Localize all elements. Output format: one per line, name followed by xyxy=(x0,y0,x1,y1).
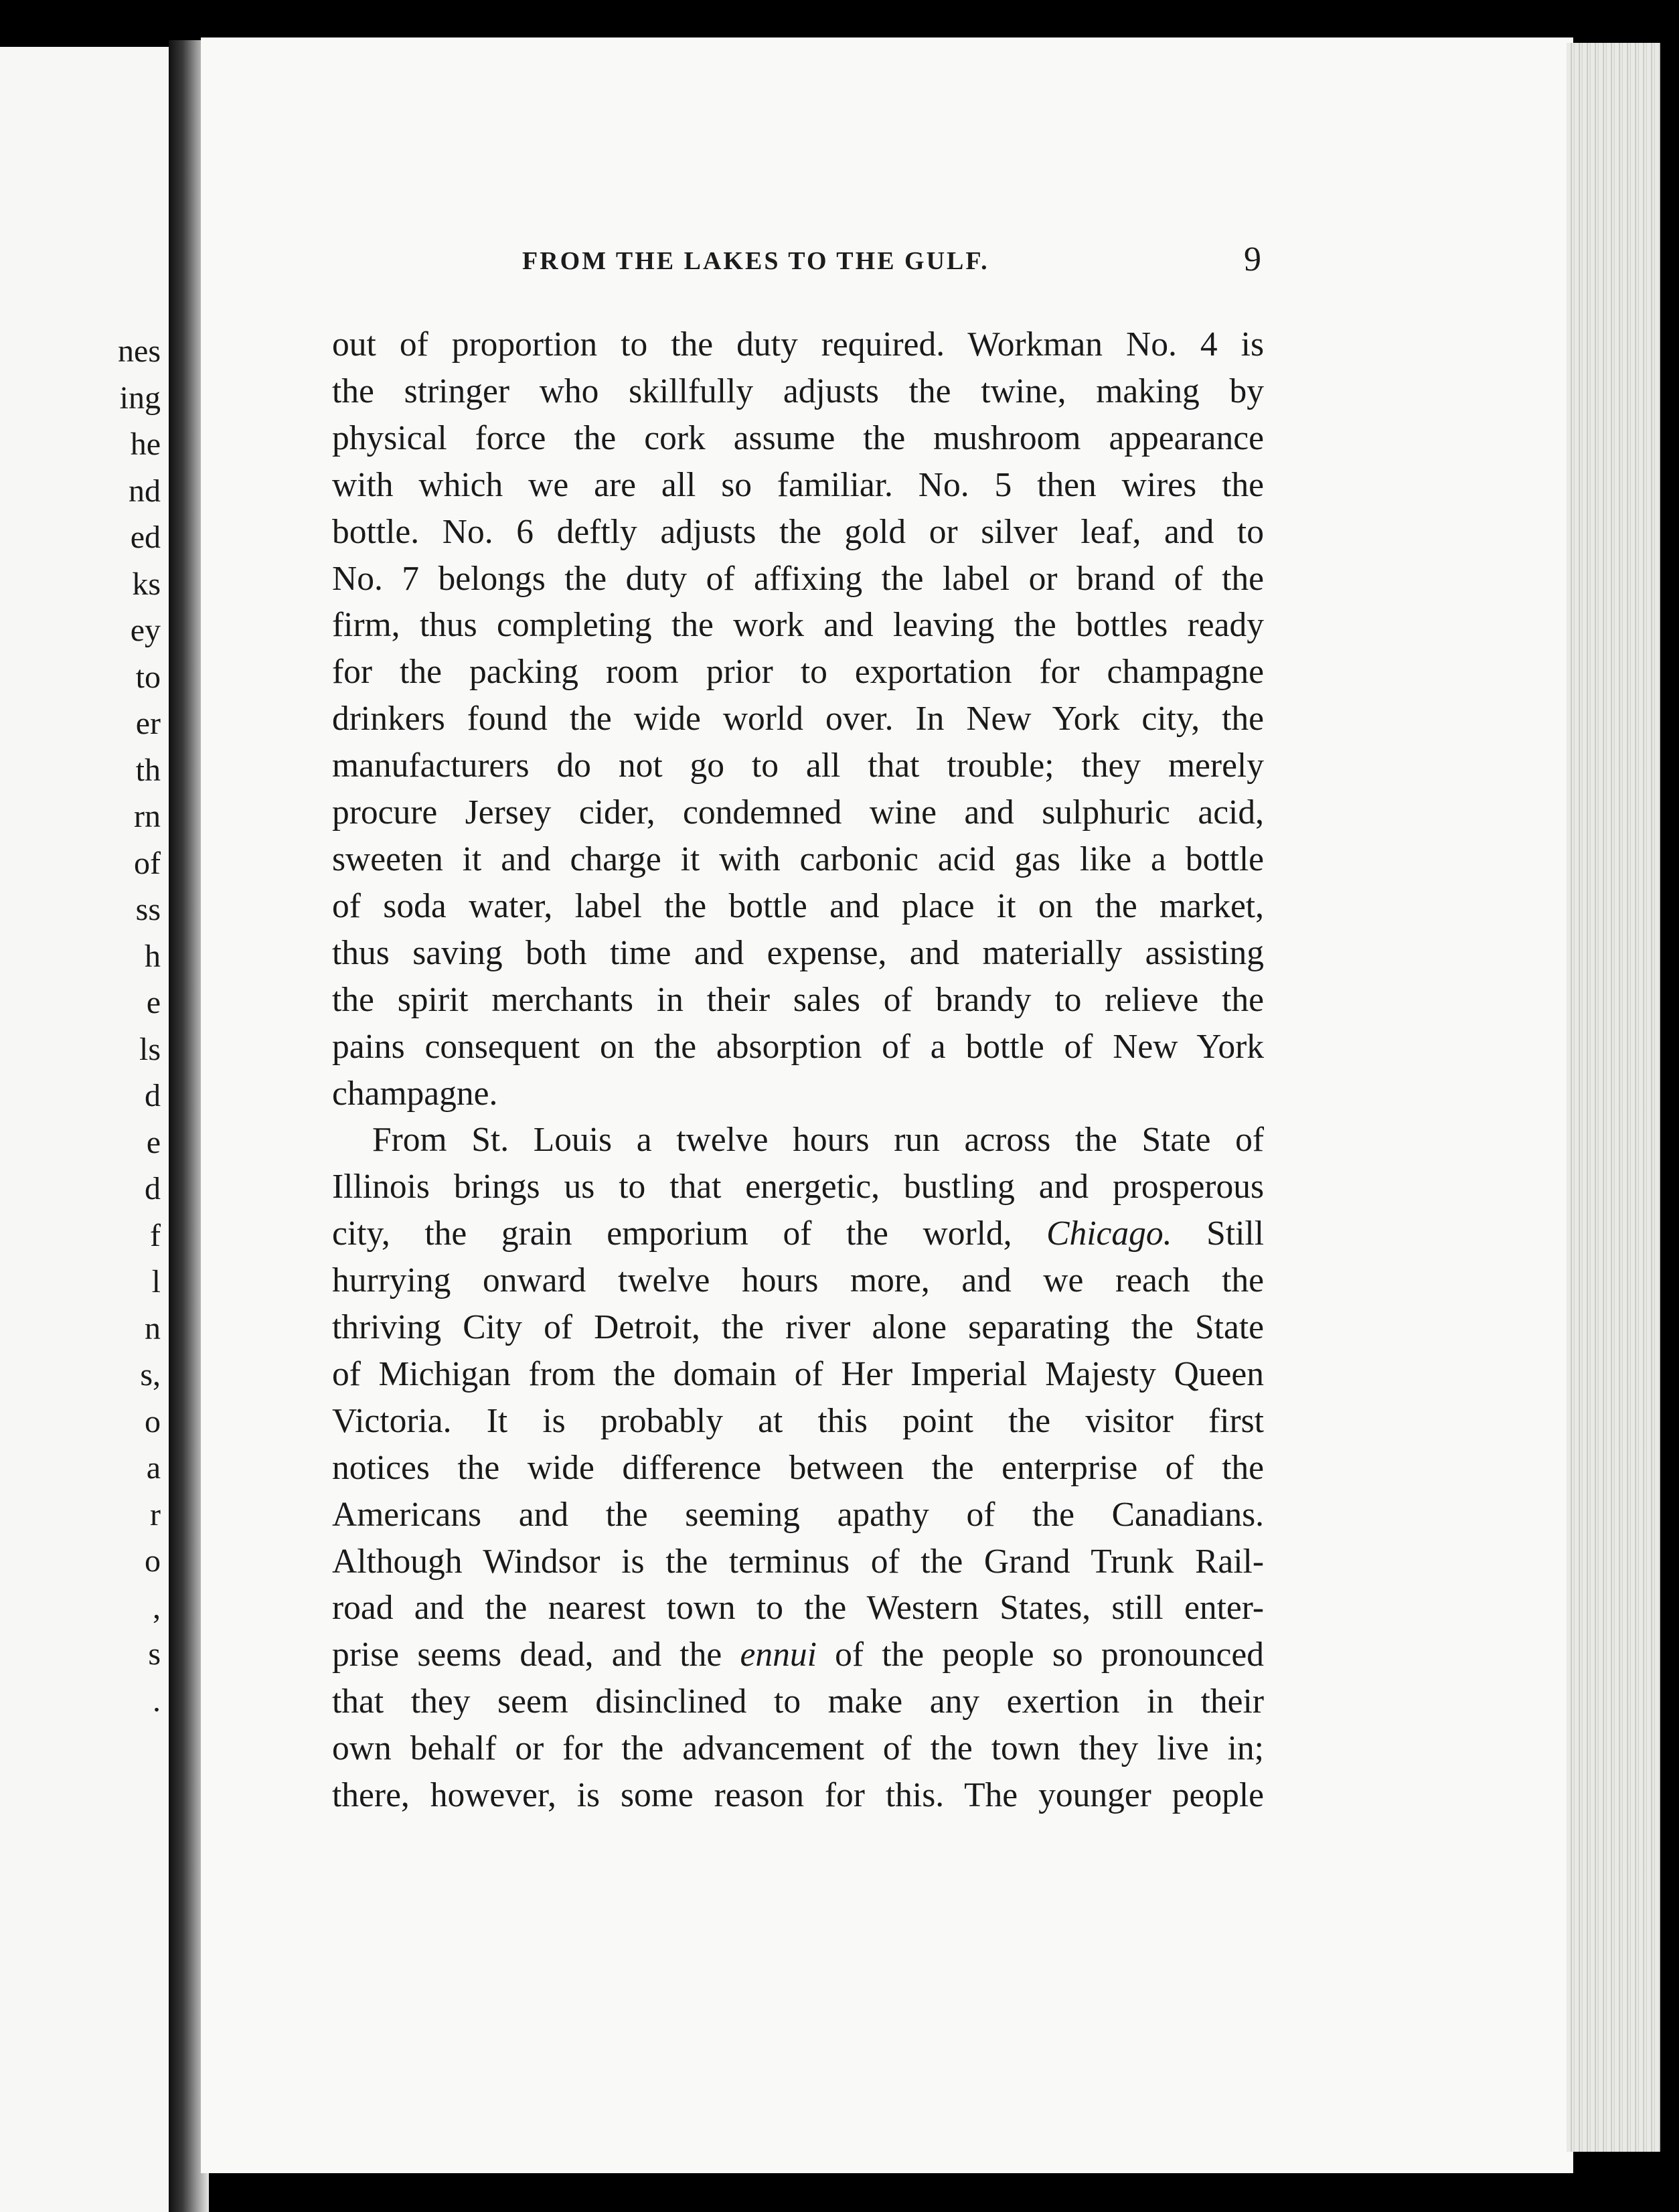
facing-page-fragment: f xyxy=(150,1217,161,1253)
facing-page-fragment: rn xyxy=(134,799,161,834)
text-run: city, the grain emporium of the world, xyxy=(332,1214,1012,1253)
text-line: Americans and the seeming apathy of the Canadians. xyxy=(332,1495,1264,1534)
text-line: Although Windsor is the terminus of the Grand Trunk Rail- xyxy=(332,1542,1264,1581)
text-run: of the people so pronounced xyxy=(835,1636,1265,1674)
text-line: there, however, is some reason for this. The younger people xyxy=(332,1776,1264,1815)
text-line: From St. Louis a twelve hours run across the State of xyxy=(372,1121,1264,1160)
facing-page-fragment: to xyxy=(135,659,161,695)
text-line: firm, thus completing the work and leaving the bottles ready xyxy=(332,606,1264,645)
text-line: own behalf or for the advancement of the town they live in; xyxy=(332,1729,1264,1768)
text-line: champagne. xyxy=(332,1074,498,1113)
facing-page-fragment: l xyxy=(151,1264,161,1299)
facing-page-fragments xyxy=(118,328,161,1724)
text-line: road and the nearest town to the Western States, still enter- xyxy=(332,1589,1264,1628)
facing-page-fragment: o xyxy=(145,1543,161,1579)
text-line: with which we are all so familiar. No. 5 then wires the xyxy=(332,465,1264,504)
facing-page-fragment: r xyxy=(150,1496,161,1532)
text-line: sweeten it and charge it with carbonic acid gas like a bottle xyxy=(332,840,1264,878)
facing-page-fragment: he xyxy=(130,426,161,462)
page-number: 9 xyxy=(1244,240,1261,279)
facing-page-fragment: ed xyxy=(130,520,161,555)
text-line xyxy=(332,1632,1264,1678)
text-run: Still xyxy=(1206,1214,1265,1253)
text-run: prise seems dead, and the xyxy=(332,1636,722,1674)
facing-page-fragment: er xyxy=(135,706,161,741)
facing-page-edge xyxy=(0,47,169,2212)
facing-page-fragment: of xyxy=(134,845,161,881)
text-line: hurrying onward twelve hours more, and we reach the xyxy=(332,1261,1264,1300)
text-line: the spirit merchants in their sales of brandy to relieve the xyxy=(332,980,1264,1019)
running-title: FROM THE LAKES TO THE GULF. xyxy=(522,247,989,275)
facing-page-fragment: ks xyxy=(132,566,161,602)
text-line: for the packing room prior to exportation for champagne xyxy=(332,653,1264,692)
italic-place-name: Chicago. xyxy=(1046,1214,1172,1253)
facing-page-fragment: s xyxy=(148,1636,161,1672)
facing-page-fragment: ss xyxy=(135,892,161,927)
text-line: procure Jersey cider, condemned wine and sulphuric acid, xyxy=(332,793,1264,832)
text-line: physical force the cork assume the mushroom appearance xyxy=(332,418,1264,457)
facing-page-fragment: o xyxy=(145,1403,161,1439)
facing-page-fragment: nes xyxy=(118,333,161,369)
paragraph-2 xyxy=(332,1117,1264,1819)
text-line: pains consequent on the absorption of a bottle of New York xyxy=(332,1027,1264,1066)
facing-page-fragment: s, xyxy=(140,1357,161,1393)
facing-page-fragment: e xyxy=(146,985,161,1020)
text-line xyxy=(332,1210,1264,1257)
facing-page-fragment: ing xyxy=(119,380,161,416)
facing-page-fragment: a xyxy=(146,1450,161,1486)
text-line: bottle. No. 6 deftly adjusts the gold or silver leaf, and to xyxy=(332,512,1264,551)
text-line: of Michigan from the domain of Her Imperial Majesty Queen xyxy=(332,1354,1264,1393)
text-line: the stringer who skillfully adjusts the twine, making by xyxy=(332,372,1264,410)
facing-page-fragment: e xyxy=(146,1124,161,1160)
paragraph-1 xyxy=(332,321,1264,1117)
facing-page-fragment: ls xyxy=(139,1031,161,1067)
facing-page-fragment: nd xyxy=(129,473,161,509)
text-line: Victoria. It is probably at this point the visitor first xyxy=(332,1401,1264,1440)
text-line: thriving City of Detroit, the river alone separating the State xyxy=(332,1308,1264,1347)
text-line: No. 7 belongs the duty of affixing the label or brand of the xyxy=(332,559,1264,598)
text-line: notices the wide difference between the enterprise of the xyxy=(332,1448,1264,1487)
body-text xyxy=(332,321,1264,1819)
text-line: Illinois brings us to that energetic, bustling and prosperous xyxy=(332,1168,1264,1206)
text-line: out of proportion to the duty required. Workman No. 4 is xyxy=(332,325,1264,364)
page-stack-edges xyxy=(1567,43,1660,2152)
facing-page-fragment: th xyxy=(135,752,161,788)
facing-page-fragment: h xyxy=(145,938,161,974)
text-line: drinkers found the wide world over. In New York city, the xyxy=(332,700,1264,738)
facing-page-fragment: d xyxy=(145,1078,161,1113)
facing-page-fragment: n xyxy=(145,1310,161,1346)
text-line: manufacturers do not go to all that trouble; they merely xyxy=(332,746,1264,785)
text-line: that they seem disinclined to make any exertion in their xyxy=(332,1682,1264,1721)
facing-page-fragment: . xyxy=(153,1682,161,1719)
facing-page-fragment: ey xyxy=(130,613,161,648)
facing-page-fragment: , xyxy=(153,1589,161,1626)
italic-word: ennui xyxy=(740,1636,817,1674)
facing-page-fragment: d xyxy=(145,1171,161,1206)
text-line: of soda water, label the bottle and place it on the market, xyxy=(332,886,1264,925)
text-line: thus saving both time and expense, and materially assisting xyxy=(332,933,1264,972)
